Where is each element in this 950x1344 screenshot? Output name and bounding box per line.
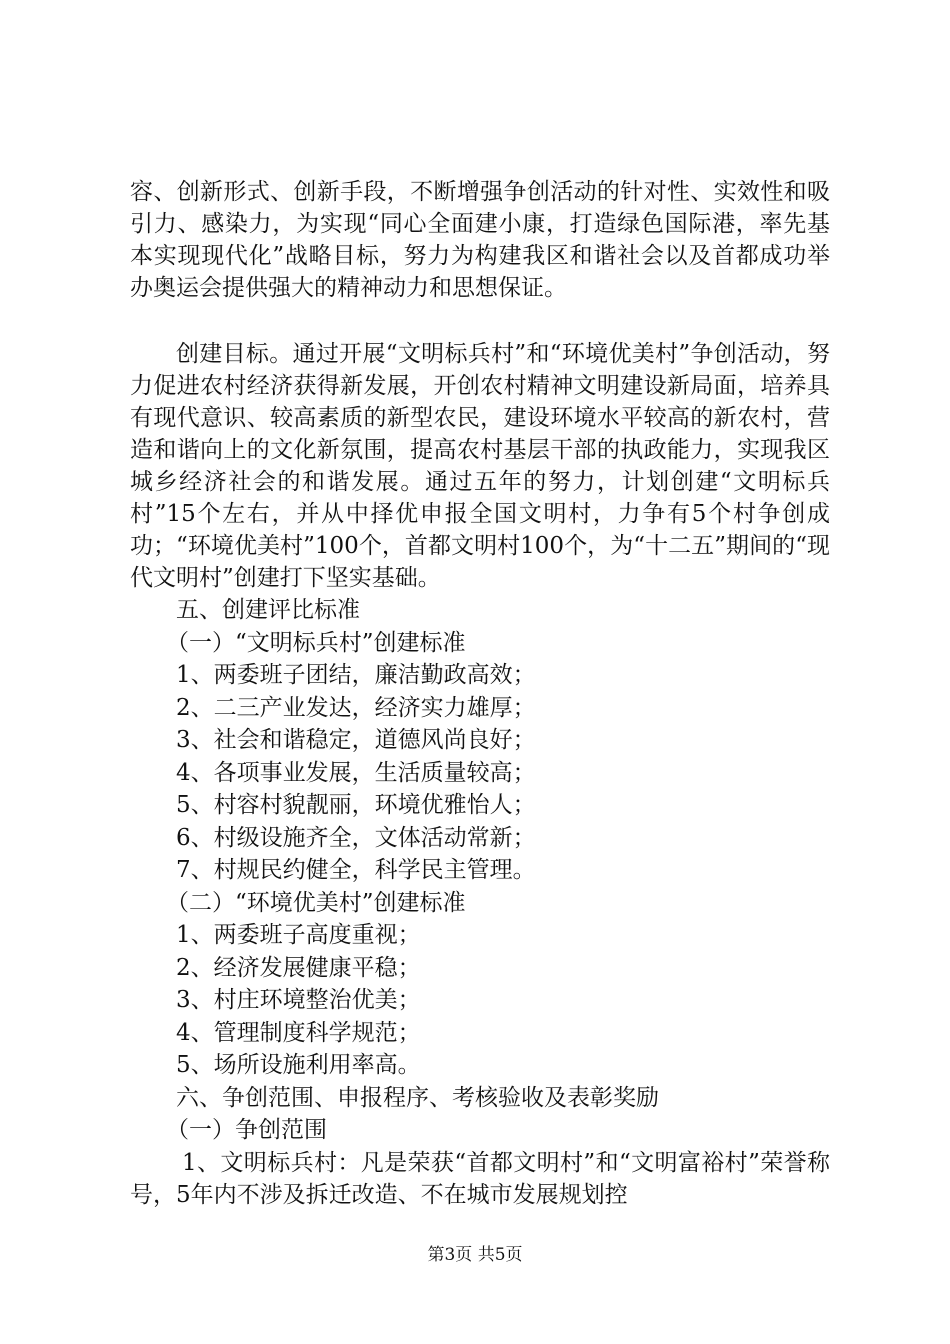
section-5-2-heading: （二）“环境优美村”创建标准 — [166, 889, 466, 916]
list-item: 3、村庄环境整治优美； — [176, 987, 421, 1013]
paragraph-creation-targets: 创建目标。通过开展“文明标兵村”和“环境优美村”争创活动，努力促进农村经济获得新发展，开创农村精神文明建设新局面，培养具有现代意识、较高素质的新型农民，建设环境水平较高的新农村，营造和谐向上的文化新氛围，提高农村基层干部的执政能力，实现我区城乡经济社会的和谐发展。通过五年的努力，计划创建“文明标兵村”15个左右，并从中择优申报全国文明村，力争有5个村争创成功；“环境优美村”100个，首都文明村100个，为“十二五”期间的“现代文明村”创建打下坚实基础。 — [130, 341, 830, 591]
list-item: 2、二三产业发达，经济实力雄厚； — [176, 694, 536, 721]
section-5-1-heading: （一）“文明标兵村”创建标准 — [166, 629, 466, 656]
paragraph-scope-model-village: 1、文明标兵村：凡是荣获“首都文明村”和“文明富裕村”荣誉称号，5年内不涉及拆迁改造、不在城市发展规划控 — [130, 1149, 830, 1208]
section-6-heading: 六、争创范围、申报程序、考核验收及表彰奖励 — [176, 1084, 659, 1111]
list-item: 3、社会和谐稳定，道德风尚良好； — [176, 727, 536, 753]
list-item: 4、管理制度科学规范； — [176, 1019, 421, 1046]
list-item: 1、两委班子团结，廉洁勤政高效； — [176, 662, 536, 688]
list-item: 2、经济发展健康平稳； — [176, 954, 421, 981]
paragraph-goals-intro: 容、创新形式、创新手段，不断增强争创活动的针对性、实效性和吸引力、感染力，为实现“同心全面建小康，打造绿色国际港，率先基本实现现代化”战略目标，努力为构建我区和谐社会以及首都成功举办奥运会提供强大的精神动力和思想保证。 — [130, 179, 830, 301]
list-item: 4、各项事业发展，生活质量较高； — [176, 759, 536, 786]
page-footer: 第3页 共5页 — [427, 1245, 523, 1265]
list-item: 7、村规民约健全，科学民主管理。 — [176, 857, 536, 883]
section-6-1-heading: （一）争创范围 — [166, 1117, 327, 1143]
section-5-heading: 五、创建评比标准 — [176, 597, 360, 623]
list-item: 1、两委班子高度重视； — [176, 922, 421, 948]
document-body — [130, 176, 830, 1211]
list-item: 5、村容村貌靓丽，环境优雅怡人； — [176, 792, 536, 818]
list-item: 6、村级设施齐全，文体活动常新； — [176, 824, 536, 851]
list-item: 5、场所设施利用率高。 — [176, 1052, 421, 1078]
